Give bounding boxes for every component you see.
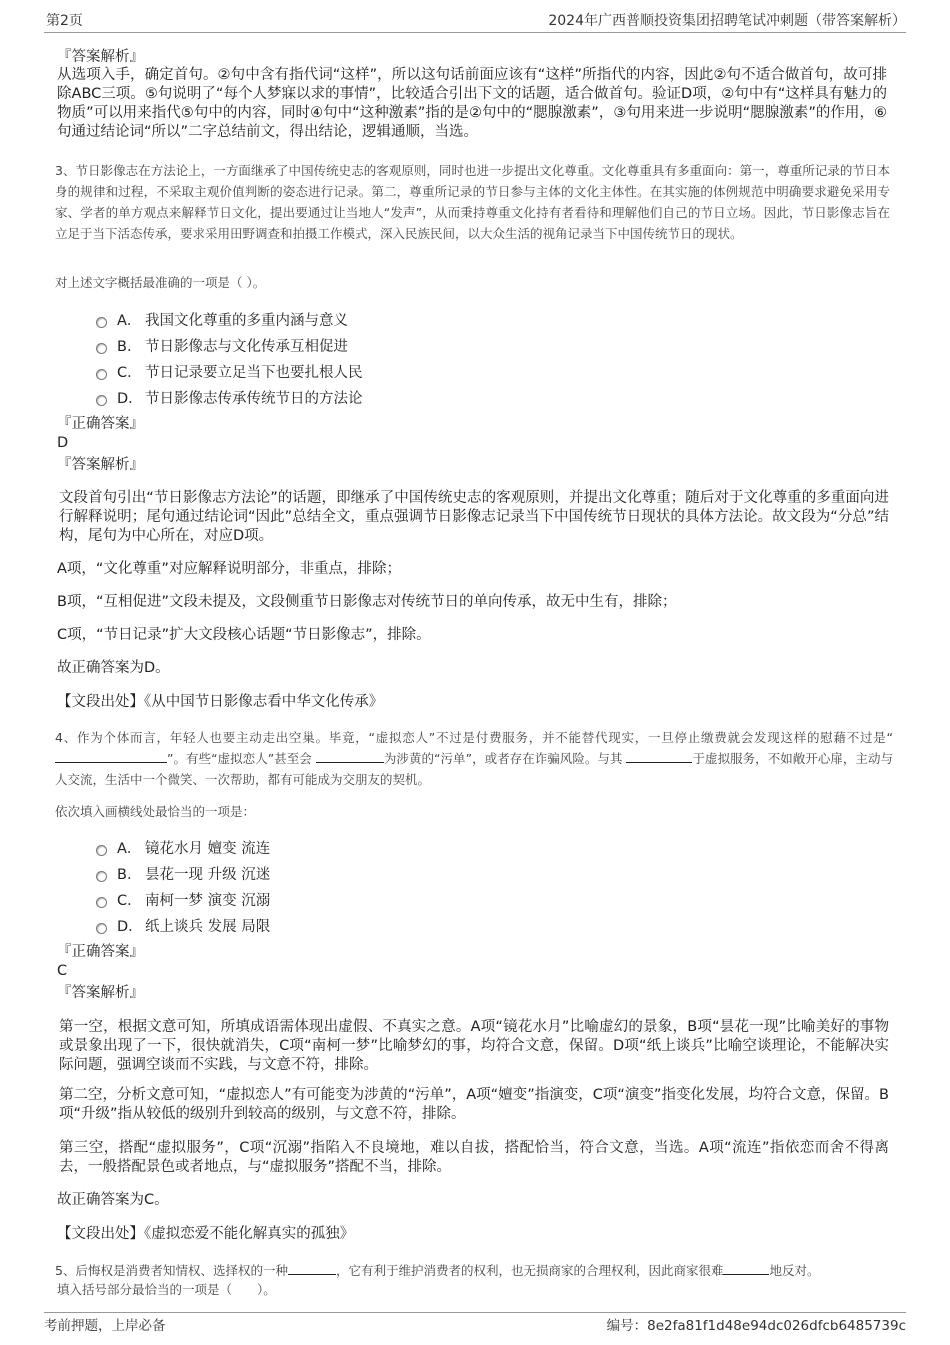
- page-number: 第2页: [46, 13, 83, 29]
- question-5-prompt: 填入括号部分最恰当的一项是（ ）。: [57, 1282, 276, 1297]
- q4-option-b[interactable]: [96, 863, 270, 883]
- header-divider: [44, 32, 906, 33]
- footer-slogan: 考前押题，上岸必备: [44, 1318, 166, 1334]
- analysis-text: 从选项入手，确定首句。②句中含有指代词“这样”，所以这句话前面应该有“这样”所指代的内容，因此②句不适合做首句，故可排除ABC三项。⑤句说明了“每个人梦寐以求的事情”，比较适合引出下文的话题，适合做首句。验证D项，②句中有“这样具有魅力的物质”可以用来指代⑤句中的内容，同时④句中“这种激素”指的是②句中的“腮腺激素”，③句用来进一步说明“腮腺激素”的作用，⑥句通过结论词“所以”二字总结前文，得出结论，逻辑通顺，当选。: [57, 67, 887, 140]
- option-letter: B．: [117, 866, 142, 883]
- blank: [316, 750, 384, 763]
- stem-text: 4、作为个体而言，年轻人也要主动走出空巢。毕竟，“虚拟恋人”不过是付费服务，并不能替代现实，一旦停止缴费就会发现这样的慰藉不过是“: [55, 730, 893, 745]
- q4-option-a[interactable]: [96, 837, 270, 857]
- option-letter: D．: [117, 918, 143, 935]
- option-letter: C．: [117, 892, 142, 909]
- blank: [288, 1262, 336, 1275]
- analysis-paragraph: 文段首句引出“节日影像志方法论”的话题，即继承了中国传统史志的客观原则，并提出文化尊重；随后对于文化尊重的多重面向进行解释说明；尾句通过结论词“因此”总结全文，重点强调节日影像志记录当下中国传统节日现状的具体方法论。故文段为“分总”结构，尾句为中心所在，对应D项。: [59, 490, 889, 544]
- document-title: 2024年广西普顺投资集团招聘笔试冲刺题（带答案解析）: [548, 13, 906, 29]
- analysis-paragraph: B项，“互相促进”文段未提及，文段侧重节日影像志对传统节日的单向传承，故无中生有，排除；: [57, 594, 677, 610]
- stem-text: ”。有些“虚拟恋人”甚至会: [167, 751, 316, 766]
- correct-answer: C: [57, 963, 68, 979]
- question-4-prompt: 依次填入画横线处最恰当的一项是：: [55, 804, 256, 819]
- analysis-label: 『答案解析』: [57, 49, 144, 65]
- q3-option-b[interactable]: [96, 335, 348, 355]
- analysis-paragraph: A项，“文化尊重”对应解释说明部分，非重点，排除；: [57, 561, 401, 577]
- q4-option-d[interactable]: [96, 915, 270, 935]
- blank: [55, 750, 167, 763]
- option-letter: A．: [117, 312, 142, 329]
- stem-text: 地反对。: [769, 1263, 820, 1278]
- option-letter: B．: [117, 338, 142, 355]
- stem-text: 5、后悔权是消费者知情权、选择权的一种: [55, 1263, 288, 1278]
- stem-text: ，它有利于维护消费者的权利，也无损商家的合理权利，因此商家很难: [335, 1263, 724, 1278]
- radio-icon[interactable]: [96, 343, 107, 354]
- option-text: 节日影像志传承传统节日的方法论: [145, 390, 363, 407]
- question-4-stem: [55, 727, 893, 790]
- option-text: 昙花一现 升级 沉迷: [145, 866, 271, 883]
- source-citation: 【文段出处】《虚拟恋爱不能化解真实的孤独》: [57, 1226, 355, 1242]
- option-text: 镜花水月 嬗变 流连: [145, 840, 271, 857]
- radio-icon[interactable]: [96, 317, 107, 328]
- q3-option-d[interactable]: [96, 387, 363, 407]
- radio-icon[interactable]: [96, 845, 107, 856]
- source-citation: 【文段出处】《从中国节日影像志看中华文化传承》: [57, 694, 384, 710]
- analysis-paragraph: 第二空，分析文意可知，“虚拟恋人”有可能变为涉黄的“污单”，A项“嬗变”指演变，C项“演变”指变化发展，均符合文意，保留。B项“升级”指从较低的级别升到较高的级别，与文意不符，排除。: [59, 1087, 889, 1122]
- option-letter: C．: [117, 364, 142, 381]
- blank: [626, 750, 692, 763]
- correct-answer: D: [57, 435, 69, 451]
- radio-icon[interactable]: [96, 369, 107, 380]
- stem-text: 于虚拟服务，不如敞开心扉，主动与人交流，生活中一个微笑、一次帮助，都有可能成为交朋友的契机。: [55, 751, 893, 787]
- analysis-paragraph: 故正确答案为D。: [57, 660, 170, 676]
- analysis-label: 『答案解析』: [57, 985, 144, 1001]
- option-text: 南柯一梦 演变 沉溺: [145, 892, 271, 909]
- analysis-paragraph: 故正确答案为C。: [57, 1192, 169, 1208]
- radio-icon[interactable]: [96, 897, 107, 908]
- radio-icon[interactable]: [96, 871, 107, 882]
- stem-text: 为涉黄的“污单”，或者存在诈骗风险。与其: [383, 751, 627, 766]
- option-text: 节日影像志与文化传承互相促进: [145, 338, 348, 355]
- document-id: 编号：8e2fa81f1d48e94dc026dfcb6485739c: [606, 1318, 906, 1334]
- q3-option-a[interactable]: [96, 309, 348, 329]
- analysis-paragraph: 第一空，根据文意可知，所填成语需体现出虚假、不真实之意。A项“镜花水月”比喻虚幻的景象，B项“昙花一现”比喻美好的事物或景象出现了一下，很快就消失，C项“南柯一梦”比喻梦幻的事，均符合文意，保留。D项“纸上谈兵”比喻空谈理论，不能解决实际问题，强调空谈而不实践，与文意不符，排除。: [59, 1019, 889, 1073]
- option-text: 节日记录要立足当下也要扎根人民: [145, 364, 363, 381]
- footer-divider: [44, 1312, 906, 1313]
- analysis-paragraph: C项，“节日记录”扩大文段核心话题“节日影像志”，排除。: [57, 627, 431, 643]
- option-text: 纸上谈兵 发展 局限: [145, 918, 271, 935]
- radio-icon[interactable]: [96, 923, 107, 934]
- correct-answer-label: 『正确答案』: [57, 944, 144, 960]
- correct-answer-label: 『正确答案』: [57, 416, 144, 432]
- q4-option-c[interactable]: [96, 889, 270, 909]
- question-5-stem: [55, 1260, 820, 1281]
- option-letter: D．: [117, 390, 143, 407]
- blank: [723, 1262, 769, 1275]
- option-text: 我国文化尊重的多重内涵与意义: [145, 312, 348, 329]
- analysis-paragraph: 第三空，搭配“虚拟服务”，C项“沉溺”指陷入不良境地，难以自拔，搭配恰当，符合文意，当选。A项“流连”指依恋而舍不得离去，一般搭配景色或者地点，与“虚拟服务”搭配不当，排除。: [59, 1140, 889, 1175]
- question-3-prompt: 对上述文字概括最准确的一项是（ ）。: [55, 275, 266, 290]
- q3-option-c[interactable]: [96, 361, 363, 381]
- radio-icon[interactable]: [96, 395, 107, 406]
- analysis-label: 『答案解析』: [57, 457, 144, 473]
- question-3-stem: 3、节日影像志在方法论上，一方面继承了中国传统史志的客观原则，同时也进一步提出文化尊重。文化尊重具有多重面向：第一，尊重所记录的节日本身的规律和过程，不采取主观价值判断的姿态进行记录。第二，尊重所记录的节日参与主体的文化主体性。在其实施的体例规范中明确要求避免采用专家、学者的单方观点来解释节日文化，提出要通过让当地人“发声”，从而秉持尊重文化持有者看待和理解他们自己的节日立场。因此，节日影像志旨在立足于当下活态传承，要求采用田野调查和拍摄工作模式，深入民族民间，以大众生活的视角记录当下中国传统节日的现状。: [55, 163, 890, 241]
- option-letter: A．: [117, 840, 142, 857]
